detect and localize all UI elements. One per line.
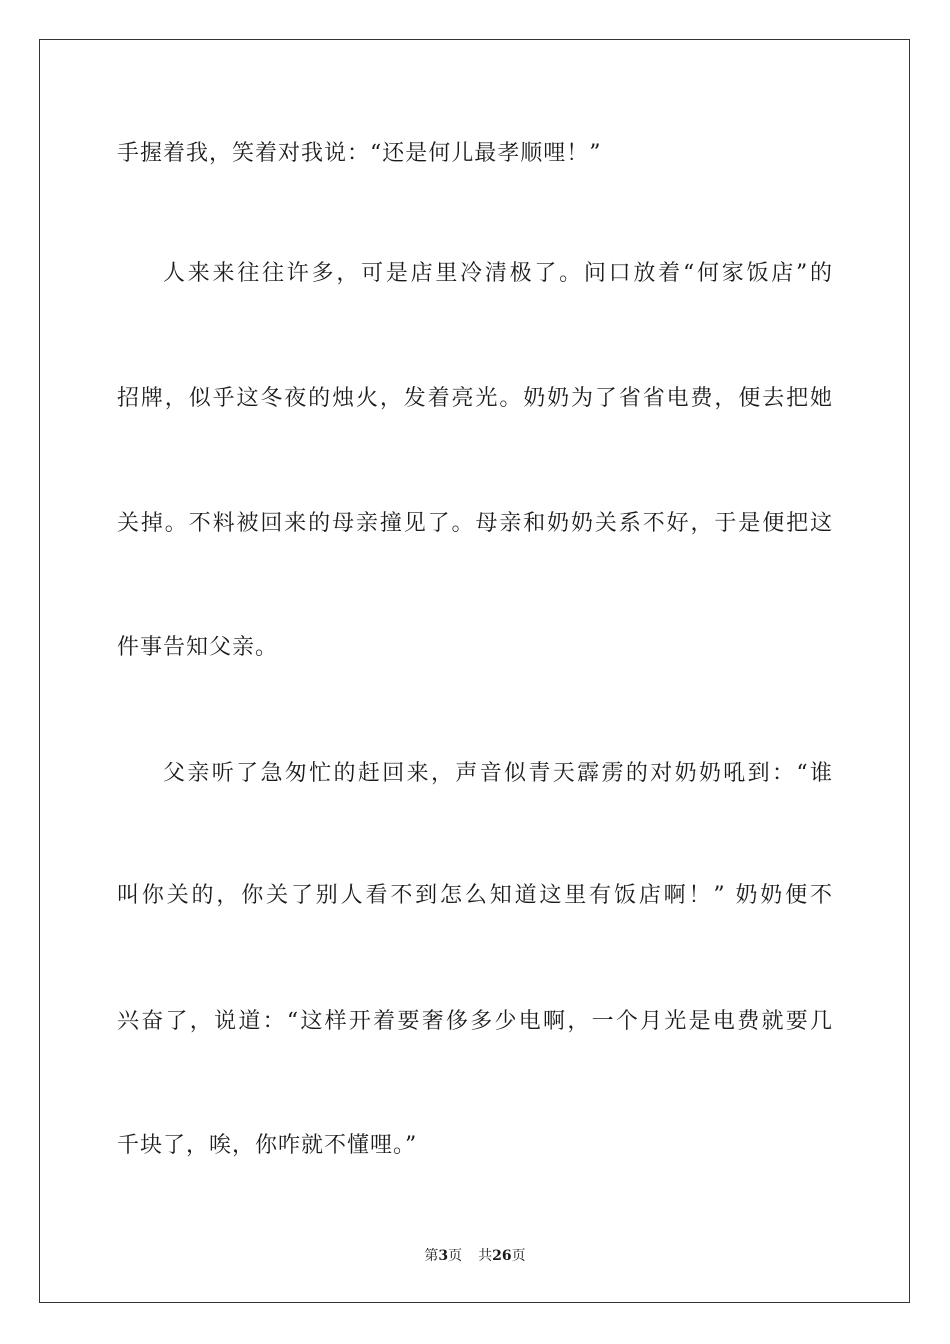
text-line-3: 招牌，似乎这冬夜的烛火，发着亮光。奶奶为了省省电费，便去把她 [117,386,833,411]
text-line-6: 父亲听了急匆忙的赶回来，声音似青天霹雳的对奶奶吼到：“谁 [163,761,833,786]
total-prefix: 共 [478,1248,493,1264]
page-suffix: 页 [448,1248,463,1264]
text-line-8: 兴奋了，说道：“这样开着要奢侈多少电啊，一个月光是电费就要几 [117,1009,833,1034]
text-line-7: 叫你关的，你关了别人看不到怎么知道这里有饭店啊！” 奶奶便不 [117,883,833,908]
text-line-1: 手握着我，笑着对我说：“还是何儿最孝顺哩！” [117,141,602,166]
page-footer [0,1247,950,1265]
page-border [39,39,910,1303]
text-line-5: 件事告知父亲。 [117,635,279,660]
total-suffix: 页 [511,1248,526,1264]
page-prefix: 第 [424,1248,439,1264]
text-line-9: 千块了，唉，你咋就不懂哩。” [117,1133,418,1158]
text-line-4: 关掉。不料被回来的母亲撞见了。母亲和奶奶关系不好，于是便把这 [117,511,833,536]
total-pages: 26 [492,1248,512,1264]
page-number: 3 [438,1248,449,1264]
text-line-2: 人来来往往许多，可是店里冷清极了。问口放着“何家饭店”的 [163,261,833,286]
